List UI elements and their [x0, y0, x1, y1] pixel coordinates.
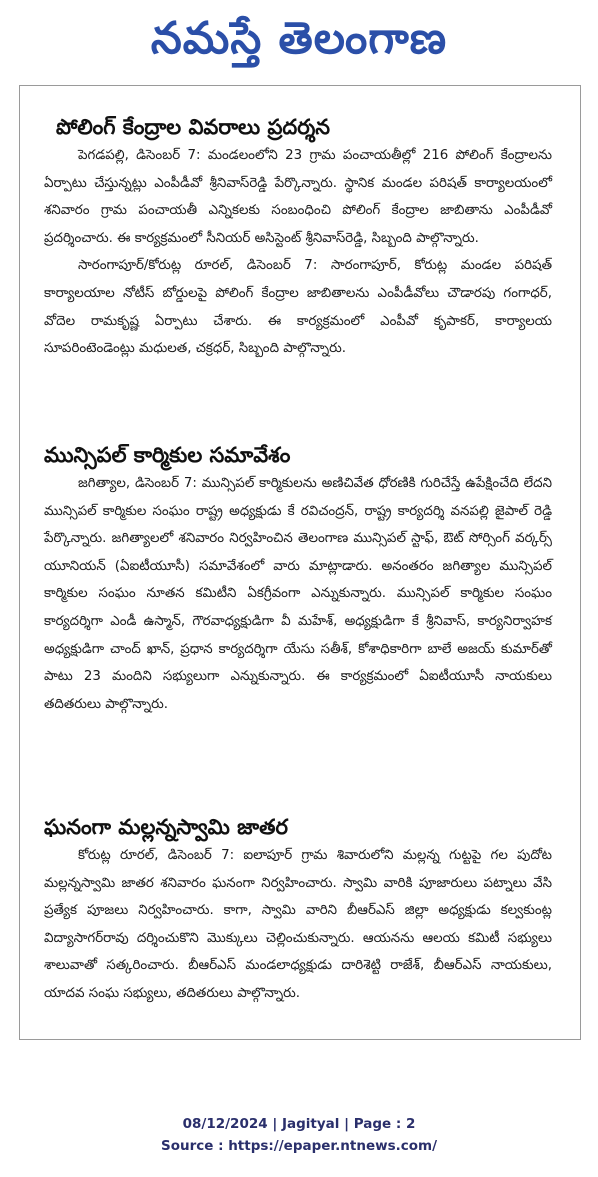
newspaper-masthead: నమస్తే తెలంగాణ — [150, 13, 448, 64]
article-paragraph: సారంగాపూర్/కోరుట్ల రూరల్, డిసెంబర్ 7: సారంగాపూర్, కోరుట్ల మండల పరిషత్ కార్యాలయాల నోటీస్ బోర్డులపై పోలింగ్ కేంద్రాల జాబితాలను ఎంపీడీవోలు చౌడారపు గంగాధర్, వోదెల రామకృష్ణ ఏర్పాటు చేశారు. ఈ కార్యక్రమంలో ఎంపీవో కృపాకర్, కార్యాలయ సూపరింటెండెంట్లు మధులత, చక్రధర్, సిబ్బంది పాల్గొన్నారు. — [44, 258, 552, 357]
article-headline: పోలింగ్ కేంద్రాల వివరాలు ప్రదర్శన — [56, 115, 331, 139]
article-paragraph: జగిత్యాల, డిసెంబర్ 7: మున్సిపల్ కార్మికులను అణిచివేత ధోరణికి గురిచేస్తే ఉపేక్షించేది లేదని మున్సిపల్ కార్మికుల సంఘం రాష్ట్ర అధ్యక్షుడు కే రవిచంద్రన్, రాష్ట్ర కార్యదర్శి వనపల్లి జైపాల్ రెడ్డి పేర్కొన్నారు. జగిత్యాలలో శనివారం నిర్వహించిన తెలంగాణ మున్సిపల్ స్టాఫ్, ఔట్ సోర్సింగ్ వర్కర్స్ యూనియన్ (ఏఐటీయూసీ) సమావేశంలో వారు మాట్లాడారు. అనంతరం జగిత్యాల మున్సిపల్ కార్మికుల సంఘం నూతన కమిటీని ఏకగ్రీవంగా ఎన్నుకున్నారు. మున్సిపల్ కార్మికుల సంఘం కార్యదర్శిగా ఎండీ ఉస్మాన్, గౌరవాధ్యక్షుడిగా వీ మహేశ్, అధ్యక్షుడిగా కే శ్రీనివాస్, కార్యనిర్వాహక అధ్యక్షుడిగా చాంద్ ఖాన్, ప్రధాన కార్యదర్శిగా యేసు సతీశ్, కోశాధికారిగా బాలే అజయ్ కుమార్‌తో పాటు 23 మందిని సభ్యులుగా ఎన్నుకున్నారు. ఈ కార్యక్రమంలో ఏఐటీయూసీ నాయకులు తదితరులు పాల్గొన్నారు. — [44, 476, 552, 712]
article-paragraph: పెగడపల్లి, డిసెంబర్ 7: మండలంలోని 23 గ్రామ పంచాయతీల్లో 216 పోలింగ్ కేంద్రాలను ఏర్పాటు చేస్తున్నట్లు ఎంపీడీవో శ్రీనివాస్‌రెడ్డి పేర్కొన్నారు. స్థానిక మండల పరిషత్ కార్యాలయంలో శనివారం గ్రామ పంచాయతీ ఎన్నికలకు సంబంధించి పోలింగ్ కేంద్రాల జాబితాను ఎంపీడీవో ప్రదర్శించారు. ఈ కార్యక్రమంలో సీనియర్ అసిస్టెంట్ శ్రీనివాస్‌రెడ్డి, సిబ్బంది పాల్గొన్నారు. — [44, 148, 552, 246]
article-headline: మున్సిపల్ కార్మికుల సమావేశం — [44, 443, 291, 467]
article-polling-centres — [44, 112, 552, 363]
article-headline: ఘనంగా మల్లన్నస్వామి జాతర — [44, 815, 288, 839]
article-mallanna-jatara — [44, 812, 552, 1008]
article-paragraph: కోరుట్ల రూరల్, డిసెంబర్ 7: ఐలాపూర్ గ్రామ శివారులోని మల్లన్న గుట్టపై గల పుదోట మల్లన్నస్వామి జాతర శనివారం ఘనంగా నిర్వహించారు. స్వామి వారికి పూజారులు పట్నాలు వేసి ప్రత్యేక పూజలు నిర్వహించారు. కాగా, స్వామి వారిని బీఆర్‌ఎస్ జిల్లా అధ్యక్షుడు కల్వకుంట్ల విద్యాసాగర్‌రావు దర్శించుకొని మొక్కులు చెల్లించుకున్నారు. ఆయనను ఆలయ కమిటీ సభ్యులు శాలువాతో సత్కరించారు. బీఆర్‌ఎస్ మండలాధ్యక్షుడు దారిశెట్టి రాజేశ్, బీఆర్‌ఎస్ నాయకులు, యాదవ సంఘ సభ్యులు, తదితరులు పాల్గొన్నారు. — [44, 848, 552, 1001]
source-footer: Source : https://epaper.ntnews.com/ — [160, 1138, 438, 1154]
page-info-footer: 08/12/2024 | Jagityal | Page : 2 — [182, 1116, 416, 1132]
article-municipal-workers — [44, 440, 552, 718]
